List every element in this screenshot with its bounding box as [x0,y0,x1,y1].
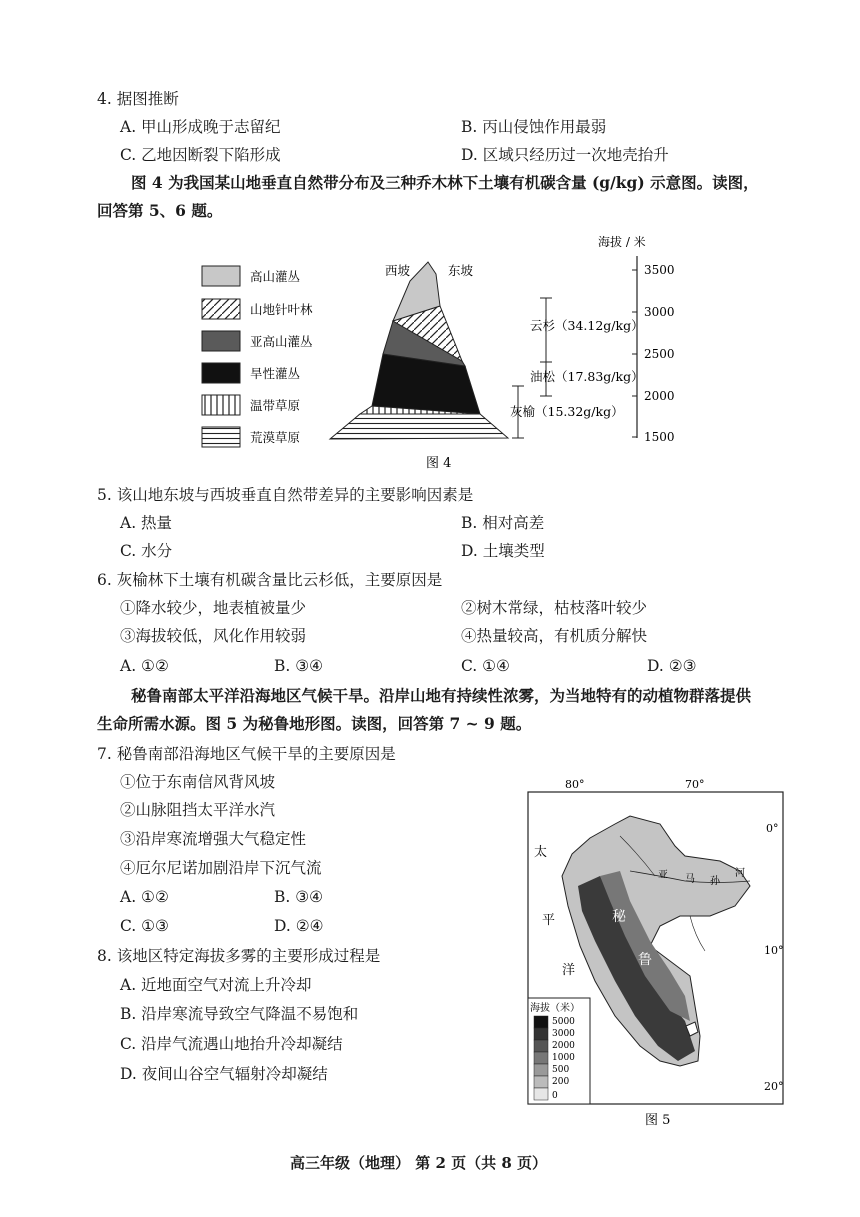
legend-label-4: 温带草原 [250,398,301,413]
east-slope-label: 东坡 [448,263,474,278]
q4-stem: 4. 据图推断 [97,90,179,108]
tree-label-elm: 灰榆（15.32g/kg） [510,404,624,419]
river-char-3: 孙 [710,876,720,887]
lat-label-10: 10° [764,944,784,957]
mountain-profile [330,262,508,439]
tick-1500: 1500 [644,430,675,444]
lat-label-0: 0° [766,822,779,835]
q4-option-c: C. 乙地因断裂下陷形成 [120,146,281,164]
figure-5-map [520,776,795,1131]
q8-option-d: D. 夜间山谷空气辐射冷却凝结 [120,1065,328,1083]
q8-option-a: A. 近地面空气对流上升冷却 [120,976,312,994]
q4-option-d: D. 区域只经历过一次地壳抬升 [461,146,669,164]
river-char-4: 河 [735,868,745,879]
legend-label-0: 高山灌丛 [250,269,301,284]
legend-swatch-alpine-shrub [202,266,240,286]
intro-5-6-line1: 图 4 为我国某山地垂直自然带分布及三种乔木林下土壤有机碳含量 (g/kg) 示意图。读图， [131,173,759,192]
tick-2500: 2500 [644,347,675,361]
intro-5-6-line2: 回答第 5、6 题。 [97,201,223,220]
zone-xeric-shrub [372,354,480,414]
zone-desert-steppe [330,411,508,439]
q6-option-d: D. ②③ [647,657,697,675]
legend-swatch-desert-steppe [202,427,240,447]
q6-stem: 6. 灰榆林下土壤有机碳含量比云杉低，主要原因是 [97,571,443,589]
ocean-char-3: 洋 [562,963,576,978]
elevation-legend [528,998,590,1104]
q8-option-b: B. 沿岸寒流导致空气降温不易饱和 [120,1005,359,1023]
q8-option-c: C. 沿岸气流遇山地抬升冷却凝结 [120,1035,343,1053]
legend-swatch-xeric-shrub [202,363,240,383]
lat-label-20: 20° [764,1080,784,1093]
legend-value-1: 3000 [552,1029,575,1039]
legend-title: 海拔（米） [530,1003,580,1014]
q7-stem: 7. 秘鲁南部沿海地区气候干旱的主要原因是 [97,745,396,763]
river-char-1: 亚 [658,870,668,881]
q5-option-c: C. 水分 [120,542,173,560]
q7-option-c: C. ①③ [120,917,169,935]
country-char-1: 秘 [612,909,626,925]
legend-value-5: 200 [552,1077,570,1087]
intro-7-9-line2: 生命所需水源。图 5 为秘鲁地形图。读图，回答第 7 ~ 9 题。 [97,714,532,733]
legend-value-2: 2000 [552,1041,575,1051]
q6-option-a: A. ①② [120,657,169,675]
fig4-caption: 图 4 [426,456,452,471]
q8-stem: 8. 该地区特定海拔多雾的主要形成过程是 [97,947,381,965]
q7-statement-4: ④厄尔尼诺加剧沿岸下沉气流 [120,859,322,877]
q6-option-b: B. ③④ [274,657,324,675]
lon-label-70: 70° [685,778,705,791]
legend-label-5: 荒漠草原 [250,430,301,445]
tree-label-pine: 油松（17.83g/kg） [530,369,644,384]
intro-7-9-line1: 秘鲁南部太平洋沿海地区气候干旱。沿岸山地有持续性浓雾，为当地特有的动植物群落提供 [131,686,752,705]
figure-4-diagram [190,226,690,476]
axis-title: 海拔 / 米 [598,235,646,249]
lon-label-80: 80° [565,778,585,791]
legend-swatch-conifer [202,299,240,319]
west-slope-label: 西坡 [385,263,411,278]
q6-statement-4: ④热量较高，有机质分解快 [461,627,648,645]
tree-label-spruce: 云杉（34.12g/kg） [530,318,644,333]
legend-swatch-subalpine-shrub [202,331,240,351]
q5-stem: 5. 该山地东坡与西坡垂直自然带差异的主要影响因素是 [97,486,474,504]
fig4-legend [202,266,313,447]
q4-option-a: A. 甲山形成晚于志留纪 [120,118,281,136]
legend-label-3: 旱性灌丛 [250,366,301,381]
q6-statement-2: ②树木常绿，枯枝落叶较少 [461,599,648,617]
q6-statement-3: ③海拔较低，风化作用较弱 [120,627,307,645]
q7-option-d: D. ②④ [274,917,324,935]
q7-option-b: B. ③④ [274,888,324,906]
fig5-caption: 图 5 [645,1113,671,1128]
river-char-2: 马 [685,874,695,885]
q6-statement-1: ①降水较少，地表植被量少 [120,599,307,617]
ocean-char-1: 太 [534,845,548,860]
country-char-2: 鲁 [638,952,652,968]
tick-3000: 3000 [644,305,675,319]
page-footer: 高三年级（地理） 第 2 页（共 8 页） [290,1154,547,1172]
ocean-char-2: 平 [542,913,556,928]
q7-option-a: A. ①② [120,888,169,906]
tick-2000: 2000 [644,389,675,403]
tree-ranges [510,298,644,438]
legend-label-2: 亚高山灌丛 [250,334,313,349]
q5-option-d: D. 土壤类型 [461,542,545,560]
legend-value-3: 1000 [552,1053,575,1063]
q7-statement-2: ②山脉阻挡太平洋水汽 [120,801,276,819]
tick-3500: 3500 [644,263,675,277]
legend-value-4: 500 [552,1065,570,1075]
legend-value-6: 0 [552,1091,558,1101]
legend-swatch-temperate-steppe [202,395,240,415]
q7-statement-3: ③沿岸寒流增强大气稳定性 [120,830,307,848]
q5-option-b: B. 相对高差 [461,514,545,532]
q5-option-a: A. 热量 [120,514,173,532]
q6-option-c: C. ①④ [461,657,510,675]
q7-statement-1: ①位于东南信风背风坡 [120,773,276,791]
legend-value-0: 5000 [552,1017,575,1027]
legend-label-1: 山地针叶林 [250,302,313,317]
q4-option-b: B. 丙山侵蚀作用最弱 [461,118,607,136]
